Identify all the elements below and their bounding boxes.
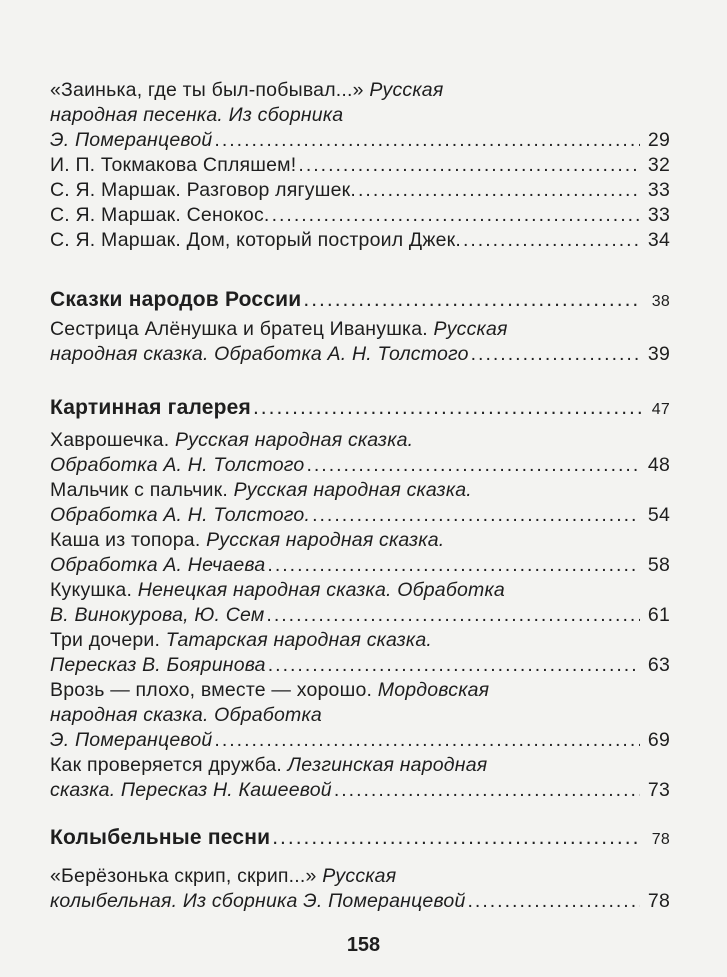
- page-number: 39: [647, 343, 670, 365]
- leader-dots: [272, 203, 640, 228]
- page-number: 78: [647, 890, 670, 912]
- leader-dots: [267, 553, 640, 578]
- entry-source: Татарская народная сказка.: [165, 629, 433, 651]
- entry-source: Русская народная сказка.: [233, 479, 472, 501]
- section-title: Картинная галерея: [50, 396, 251, 419]
- page-number: 61: [647, 604, 670, 626]
- entry-title: Мальчик с пальчик.: [50, 479, 228, 501]
- page-number: 33: [647, 204, 670, 226]
- entry-source: сказка. Пересказ Н. Кашеевой: [50, 779, 332, 801]
- leader-dots: [266, 603, 640, 628]
- entry-source: Обработка А. Нечаева: [50, 554, 266, 576]
- toc-entry: [50, 78, 670, 153]
- entry-source: В. Винокурова, Ю. Сем: [50, 604, 265, 626]
- toc-entry: [50, 678, 670, 753]
- entry-source: народная сказка. Обработка: [50, 704, 322, 726]
- entry-title: «Берёзонька скрип, скрип...»: [50, 865, 317, 887]
- entry-title: И. П. Токмакова Спляшем!: [50, 154, 297, 176]
- entry-title: С. Я. Маршак. Дом, который построил Джек.: [50, 229, 461, 251]
- entry-title: С. Я. Маршак. Разговор лягушек.: [50, 179, 356, 201]
- page-number: 32: [647, 154, 670, 176]
- entry-source: колыбельная. Из сборника Э. Померанцевой: [50, 890, 466, 912]
- leader-dots: [306, 453, 639, 478]
- page-number: 34: [647, 229, 670, 251]
- leader-dots: [214, 728, 639, 753]
- page-number: 73: [647, 779, 670, 801]
- entry-source: народная песенка. Из сборника: [50, 104, 344, 126]
- page-number: 78: [651, 831, 670, 848]
- entry-title: Каша из топора.: [50, 529, 201, 551]
- leader-dots: [298, 153, 639, 178]
- entry-source: Русская: [369, 79, 444, 101]
- entry-source: Мордовская: [377, 679, 490, 701]
- leader-dots: [463, 228, 640, 253]
- entry-title: «Заинька, где ты был-побывал...»: [50, 79, 364, 101]
- entry-title: Как проверяется дружба.: [50, 754, 283, 776]
- section-heading: [50, 825, 670, 852]
- section-heading: [50, 287, 670, 314]
- entry-source: Русская народная сказка.: [174, 429, 414, 451]
- leader-dots: [312, 503, 640, 528]
- entry-source: Обработка А. Н. Толстого.: [50, 504, 311, 526]
- entry-title: Хаврошечка.: [50, 429, 170, 451]
- leader-dots: [303, 287, 642, 312]
- toc-entry: [50, 153, 670, 178]
- section-heading: [50, 395, 670, 422]
- entry-title: С. Я. Маршак. Сенокос.: [50, 204, 270, 226]
- page-number: 33: [647, 179, 670, 201]
- section-title: Сказки народов России: [50, 288, 302, 311]
- entry-source: Обработка А. Н. Толстого: [50, 454, 305, 476]
- page-number: 29: [647, 129, 670, 151]
- entry-title: Три дочери.: [50, 629, 161, 651]
- toc-entry: [50, 478, 670, 528]
- entry-source: Русская народная сказка.: [206, 529, 445, 551]
- entry-source: народная сказка. Обработка А. Н. Толстого: [50, 343, 469, 365]
- toc-entry: [50, 578, 670, 628]
- entry-title: Сестрица Алёнушка и братец Иванушка.: [50, 318, 428, 340]
- entry-source: Русская: [433, 318, 508, 340]
- table-of-contents: [50, 78, 670, 914]
- section-title: Колыбельные песни: [50, 826, 271, 849]
- toc-entry: [50, 178, 670, 203]
- toc-entry: [50, 428, 670, 478]
- leader-dots: [268, 653, 640, 678]
- leader-dots: [334, 778, 640, 803]
- toc-entry: [50, 628, 670, 678]
- page-number: 63: [647, 654, 670, 676]
- page-number: 58: [647, 554, 670, 576]
- leader-dots: [214, 128, 639, 153]
- page-number: 38: [651, 293, 670, 310]
- page-folio: 158: [346, 934, 381, 956]
- leader-dots: [253, 395, 642, 420]
- entry-source: Ненецкая народная сказка. Обработка: [137, 579, 505, 601]
- toc-entry: [50, 228, 670, 253]
- leader-dots: [272, 825, 642, 850]
- toc-entry: [50, 317, 670, 367]
- toc-entry: [50, 864, 670, 914]
- entry-source: Русская: [322, 865, 397, 887]
- page-number: 48: [647, 454, 670, 476]
- page-number: 69: [647, 729, 670, 751]
- leader-dots: [468, 889, 640, 914]
- entry-title: Врозь — плохо, вместе — хорошо.: [50, 679, 373, 701]
- entry-source: Пересказ В. Бояринова: [50, 654, 266, 676]
- toc-entry: [50, 753, 670, 803]
- page-number: 54: [647, 504, 670, 526]
- entry-title: Кукушка.: [50, 579, 133, 601]
- leader-dots: [358, 178, 640, 203]
- entry-source: Э. Померанцевой: [50, 129, 213, 151]
- toc-entry: [50, 528, 670, 578]
- page-number: 47: [651, 401, 670, 418]
- toc-entry: [50, 203, 670, 228]
- leader-dots: [471, 342, 640, 367]
- entry-source: Лезгинская народная: [287, 754, 488, 776]
- entry-source: Э. Померанцевой: [50, 729, 213, 751]
